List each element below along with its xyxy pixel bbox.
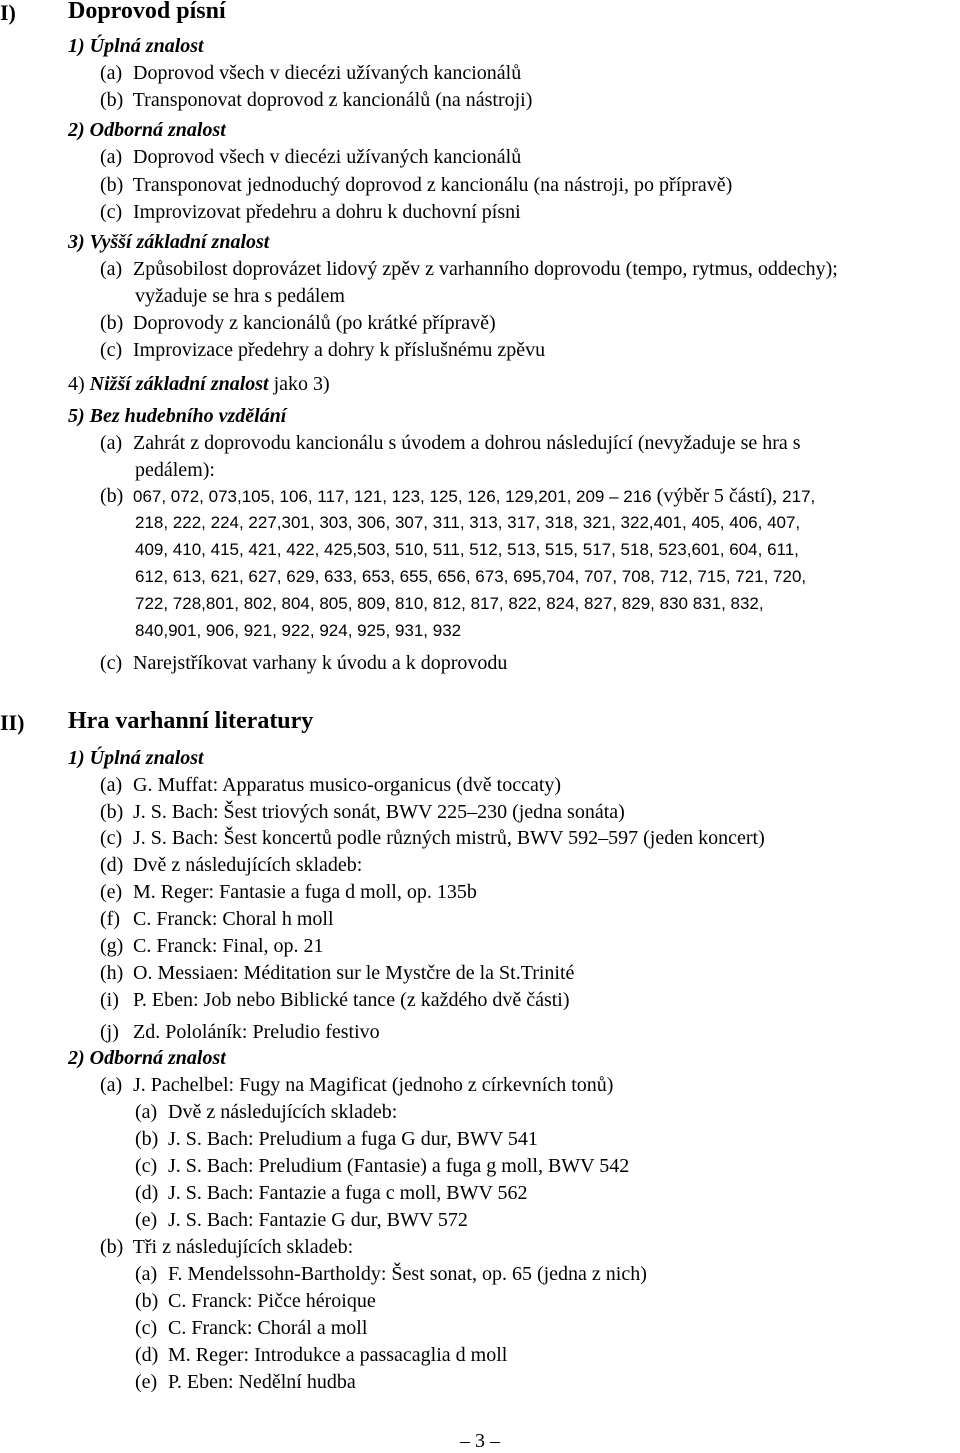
section-number: I) bbox=[0, 0, 16, 25]
list-item: (e) M. Reger: Fantasie a fuga d moll, op. 135b bbox=[100, 881, 477, 903]
list-item: (a) G. Muffat: Apparatus musico-organicus (dvě toccaty) bbox=[100, 774, 562, 796]
subsection-heading: 3) Vyšší základní znalost bbox=[68, 231, 270, 253]
list-item: (b) Tři z následujících skladeb: bbox=[100, 1236, 354, 1258]
nested-list-item: (d) J. S. Bach: Fantazie a fuga c moll, BWV 562 bbox=[135, 1182, 528, 1204]
list-item: (b) J. S. Bach: Šest triových sonát, BWV 225–230 (jedna sonáta) bbox=[100, 801, 625, 823]
nested-list-item: (a) F. Mendelssohn-Bartholdy: Šest sonat, op. 65 (jedna z nich) bbox=[135, 1263, 647, 1285]
nested-list-item: (e) P. Eben: Nedělní hudba bbox=[135, 1371, 356, 1393]
list-item: (a) Doprovod všech v diecézi užívaných kancionálů bbox=[100, 62, 522, 84]
subsection-heading: 4) Nižší základní znalost jako 3) bbox=[68, 373, 330, 395]
nested-list-item: (e) J. S. Bach: Fantazie G dur, BWV 572 bbox=[135, 1209, 468, 1231]
subsection-heading: 1) Úplná znalost bbox=[68, 747, 204, 769]
section-number: II) bbox=[0, 710, 25, 735]
subsection-heading: 5) Bez hudebního vzdělání bbox=[68, 405, 287, 427]
list-item: (i) P. Eben: Job nebo Biblické tance (z každého dvě části) bbox=[100, 989, 570, 1011]
subsection-heading: 2) Odborná znalost bbox=[68, 1047, 226, 1069]
nested-list-item: (c) J. S. Bach: Preludium (Fantasie) a fuga g moll, BWV 542 bbox=[135, 1155, 630, 1177]
list-item: (b) 067, 072, 073,105, 106, 117, 121, 123, 125, 126, 129,201, 209 – 216 (výběr 5 částí), 217, bbox=[100, 485, 816, 507]
page-number: – 3 – bbox=[460, 1430, 500, 1452]
song-number-line: 722, 728,801, 802, 804, 805, 809, 810, 812, 817, 822, 824, 827, 829, 830 831, 832, bbox=[135, 594, 764, 613]
list-item: (d) Dvě z následujících skladeb: bbox=[100, 854, 363, 876]
nested-list-item: (b) C. Franck: Pičce héroique bbox=[135, 1290, 376, 1312]
list-item: (b) Doprovody z kancionálů (po krátké přípravě) bbox=[100, 312, 496, 334]
list-item: (b) Transponovat doprovod z kancionálů (na nástroji) bbox=[100, 89, 533, 111]
list-item-continuation: vyžaduje se hra s pedálem bbox=[135, 285, 345, 307]
nested-list-item: (a) Dvě z následujících skladeb: bbox=[135, 1101, 398, 1123]
list-item: (a) Zahrát z doprovodu kancionálu s úvodem a dohrou následující (nevyžaduje se hra s bbox=[100, 432, 801, 454]
song-number-line: 409, 410, 415, 421, 422, 425,503, 510, 511, 512, 513, 515, 517, 518, 523,601, 604, 611, bbox=[135, 540, 799, 559]
section-title: Hra varhanní literatury bbox=[68, 708, 314, 734]
subsection-heading: 2) Odborná znalost bbox=[68, 119, 226, 141]
list-item: (b) Transponovat jednoduchý doprovod z kancionálu (na nástroji, po přípravě) bbox=[100, 174, 733, 196]
list-item: (c) Improvizovat předehru a dohru k duchovní písni bbox=[100, 201, 521, 223]
song-number-line: 218, 222, 224, 227,301, 303, 306, 307, 311, 313, 317, 318, 321, 322,401, 405, 406, 407, bbox=[135, 513, 801, 532]
list-item: (g) C. Franck: Final, op. 21 bbox=[100, 935, 324, 957]
list-item: (a) Doprovod všech v diecézi užívaných kancionálů bbox=[100, 146, 522, 168]
section-title: Doprovod písní bbox=[68, 0, 226, 24]
song-number-line: 840,901, 906, 921, 922, 924, 925, 931, 932 bbox=[135, 621, 462, 640]
list-item: (c) Improvizace předehry a dohry k příslušnému zpěvu bbox=[100, 339, 546, 361]
song-number-line: 612, 613, 621, 627, 629, 633, 653, 655, 656, 673, 695,704, 707, 708, 712, 715, 721, 720, bbox=[135, 567, 807, 586]
list-item-continuation: pedálem): bbox=[135, 459, 215, 481]
list-item: (c) Narejstříkovat varhany k úvodu a k doprovodu bbox=[100, 652, 508, 674]
list-item: (c) J. S. Bach: Šest koncertů podle různých mistrů, BWV 592–597 (jeden koncert) bbox=[100, 827, 765, 849]
nested-list-item: (d) M. Reger: Introdukce a passacaglia d moll bbox=[135, 1344, 508, 1366]
list-item: (a) Způsobilost doprovázet lidový zpěv z varhanního doprovodu (tempo, rytmus, oddechy); bbox=[100, 258, 838, 280]
list-item: (h) O. Messiaen: Méditation sur le Mystčre de la St.Trinité bbox=[100, 962, 575, 984]
list-item: (j) Zd. Pololáník: Preludio festivo bbox=[100, 1021, 380, 1043]
subsection-heading: 1) Úplná znalost bbox=[68, 35, 204, 57]
list-item: (a) J. Pachelbel: Fugy na Magificat (jednoho z církevních tonů) bbox=[100, 1074, 614, 1096]
nested-list-item: (c) C. Franck: Chorál a moll bbox=[135, 1317, 368, 1339]
list-item: (f) C. Franck: Choral h moll bbox=[100, 908, 334, 930]
nested-list-item: (b) J. S. Bach: Preludium a fuga G dur, BWV 541 bbox=[135, 1128, 538, 1150]
